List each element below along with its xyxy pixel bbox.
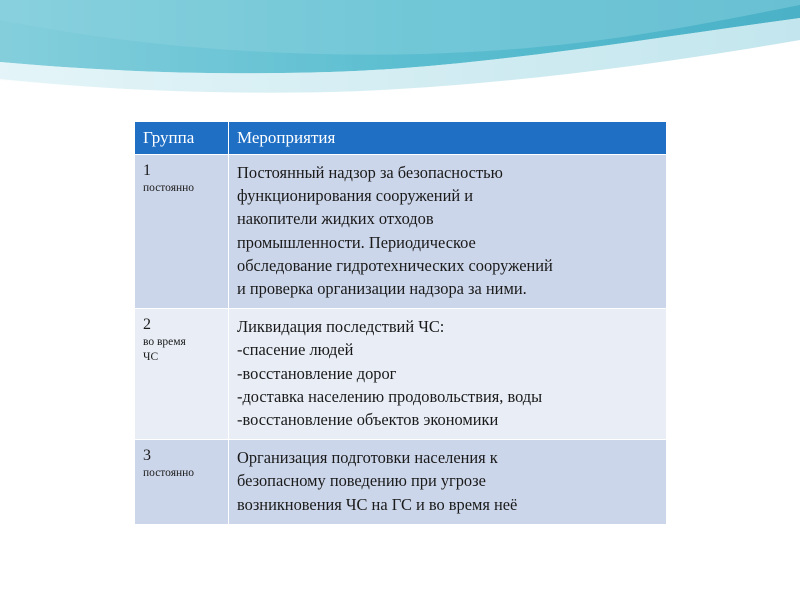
group-note: постоянно: [143, 467, 195, 480]
table-row: [135, 155, 667, 309]
header-group: Группа: [135, 122, 229, 155]
measure-line: -восстановление объектов экономики: [237, 410, 499, 430]
measure-line: функционирования сооружений и: [237, 186, 473, 206]
measure-line: -восстановление дорог: [237, 363, 397, 383]
group-cell: [135, 309, 229, 440]
group-cell: [135, 440, 229, 525]
measure-line: Организация подготовки населения к: [237, 448, 498, 468]
decorative-wave-banner: [0, 0, 800, 110]
header-measures: Мероприятия: [229, 122, 667, 155]
measure-line: обследование гидротехнических сооружений: [237, 255, 553, 275]
measures-cell: [229, 155, 667, 309]
table-row: [135, 309, 667, 440]
group-note: постоянно: [143, 182, 195, 194]
group-note: во время: [143, 336, 186, 349]
group-number: 3: [143, 447, 151, 465]
group-number: 1: [143, 162, 151, 179]
measures-table: [134, 121, 667, 525]
measure-line: и проверка организации надзора за ними.: [237, 279, 527, 299]
group-cell: [135, 155, 229, 309]
table-row: [135, 440, 667, 525]
measure-line: возникновения ЧС на ГС и во время неё: [237, 494, 518, 514]
measure-line: промышленности. Периодическое: [237, 232, 476, 252]
measure-line: накопители жидких отходов: [237, 209, 434, 229]
measure-line: Ликвидация последствий ЧС:: [237, 317, 445, 337]
measure-line: -доставка населению продовольствия, воды: [237, 386, 543, 406]
measure-line: Постоянный надзор за безопасностью: [237, 163, 503, 182]
measure-line: безопасному поведению при угрозе: [237, 471, 486, 491]
measures-cell: [229, 440, 667, 525]
group-note: ЧС: [143, 351, 159, 364]
measures-cell: [229, 309, 667, 440]
measure-line: -спасение людей: [237, 340, 354, 360]
table-header-row: [135, 122, 667, 155]
group-number: 2: [143, 316, 151, 334]
